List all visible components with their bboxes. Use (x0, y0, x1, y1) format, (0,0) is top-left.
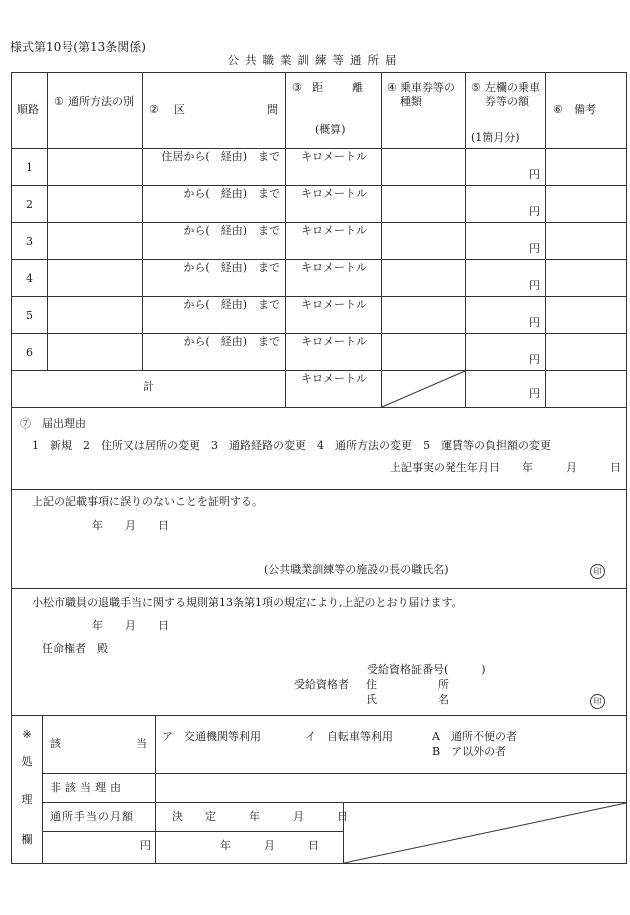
header-distance-b: 離 (352, 81, 363, 94)
yen-unit: 円 (529, 168, 540, 181)
monthly-yen-unit: 円 (140, 839, 151, 852)
method-field[interactable] (48, 334, 142, 370)
yen-unit: 円 (529, 242, 540, 255)
section-field[interactable]: から( 経由) まで (183, 224, 280, 237)
total-yen-unit: 円 (529, 387, 540, 400)
section-field[interactable]: から( 経由) まで (183, 261, 280, 274)
addressee: 任命権者 殿 (42, 642, 108, 655)
ticket-type-field[interactable] (382, 149, 465, 185)
row-number: 6 (26, 346, 33, 359)
remarks-field[interactable] (546, 223, 626, 259)
row-number: 4 (26, 272, 33, 285)
total-distance-unit: キロメートル (301, 372, 367, 385)
total-label: 計 (143, 380, 154, 393)
option-a[interactable]: ア 交通機関等利用 (162, 730, 261, 743)
form-number: 様式第10号(第13条関係) (10, 40, 146, 54)
non-applicable-label: 非該当理由 (50, 781, 125, 794)
reason-options[interactable]: 1 新規 2 住所又は居所の変更 3 通路経路の変更 4 通所方法の変更 5 運賃等の負担額の変更 (32, 439, 551, 452)
header-distance-a: 距 (312, 81, 323, 94)
address-label-b: 所 (438, 678, 449, 691)
header-remarks-num: ⑥ (553, 103, 563, 116)
method-field[interactable] (48, 223, 142, 259)
remarks-field[interactable] (546, 186, 626, 222)
name-label-b: 名 (438, 693, 449, 706)
processing-label-3: 欄 (21, 833, 33, 846)
occurrence-date[interactable]: 上記事実の発生年月日 年 月 日 (390, 461, 621, 474)
reason-heading: ⑦ 届出理由 (20, 417, 86, 430)
address-label-a: 住 (366, 678, 377, 691)
monthly-allowance-label: 通所手当の月額 (50, 810, 134, 823)
applicable-label-b: 当 (136, 737, 147, 750)
processing-label-1: 処 (21, 755, 33, 768)
processing-diagonal (344, 803, 626, 863)
decision-date[interactable]: 決 定 年 月 日 (172, 810, 348, 823)
certificate-number[interactable]: 受給資格証番号( ) (367, 663, 486, 676)
header-ticket-amount: 左欄の乗車券等の額 (485, 81, 540, 108)
seal-icon: 印 (590, 564, 605, 579)
method-field[interactable] (48, 149, 142, 185)
method-field[interactable] (48, 186, 142, 222)
section-field[interactable]: から( 経由) まで (183, 335, 280, 348)
header-method: 通所方法の別 (68, 95, 134, 108)
official-title: (公共職業訓練等の施設の長の職氏名) (264, 563, 449, 576)
header-section-b: 間 (267, 103, 278, 116)
remarks-field[interactable] (546, 334, 626, 370)
header-ticket-type-num: ④ (387, 81, 397, 94)
method-field[interactable] (48, 297, 142, 333)
header-order: 順路 (17, 103, 39, 116)
row-number: 2 (26, 198, 33, 211)
row-number: 5 (26, 309, 33, 322)
row-number: 3 (26, 235, 33, 248)
yen-unit: 円 (529, 279, 540, 292)
name-label-a: 氏 (366, 693, 377, 706)
remarks-field[interactable] (546, 260, 626, 296)
header-section-a: 区 (174, 103, 185, 116)
processing-label-2: 理 (21, 793, 33, 806)
seal-icon: 印 (590, 694, 605, 709)
non-applicable-field[interactable] (156, 774, 626, 802)
remarks-field[interactable] (546, 297, 626, 333)
certification-text: 上記の記載事項に誤りのないことを証明する。 (32, 495, 263, 508)
section-field[interactable]: から( 経由) まで (183, 298, 280, 311)
section-field[interactable]: から( 経由) まで (183, 187, 280, 200)
header-distance-note: (概算) (315, 123, 346, 136)
distance-unit: キロメートル (301, 335, 367, 348)
second-date[interactable]: 年 月 日 (220, 839, 319, 852)
form-title: 公共職業訓練等通所届 (227, 53, 403, 67)
option-b[interactable]: イ 自転車等利用 (305, 730, 393, 743)
processing-mark: ※ (22, 728, 32, 741)
applicable-label-a: 該 (50, 737, 61, 750)
option-A[interactable]: A 通所不便の者 (432, 730, 517, 743)
ticket-type-field[interactable] (382, 334, 465, 370)
ticket-type-field[interactable] (382, 186, 465, 222)
distance-unit: キロメートル (301, 224, 367, 237)
header-remarks: 備考 (574, 103, 596, 116)
distance-unit: キロメートル (301, 150, 367, 163)
remarks-field[interactable] (546, 149, 626, 185)
ticket-type-field[interactable] (382, 260, 465, 296)
notification-text: 小松市職員の退職手当に関する規則第13条第1項の規定により,上記のとおり届けます。 (32, 596, 463, 609)
eligible-label: 受給資格者 (294, 678, 349, 691)
distance-unit: キロメートル (301, 298, 367, 311)
notification-date[interactable]: 年 月 日 (92, 619, 169, 632)
option-B[interactable]: B ア以外の者 (432, 745, 507, 758)
certification-date[interactable]: 年 月 日 (92, 519, 169, 532)
ticket-type-field[interactable] (382, 223, 465, 259)
header-distance-num: ③ (292, 81, 302, 94)
section-field[interactable]: 住居から( 経由) まで (161, 150, 280, 163)
row-number: 1 (26, 161, 33, 174)
yen-unit: 円 (529, 205, 540, 218)
distance-unit: キロメートル (301, 261, 367, 274)
header-ticket-amount-note: (1箇月分) (471, 131, 520, 144)
header-ticket-type: 乗車券等の種類 (400, 81, 455, 108)
header-ticket-amount-num: ⑤ (471, 81, 481, 94)
total-diagonal (382, 371, 465, 407)
distance-unit: キロメートル (301, 187, 367, 200)
ticket-type-field[interactable] (382, 297, 465, 333)
form-box (11, 72, 627, 864)
header-method-num: ① (54, 95, 64, 108)
yen-unit: 円 (529, 316, 540, 329)
method-field[interactable] (48, 260, 142, 296)
yen-unit: 円 (529, 353, 540, 366)
header-section-num: ② (149, 103, 159, 116)
